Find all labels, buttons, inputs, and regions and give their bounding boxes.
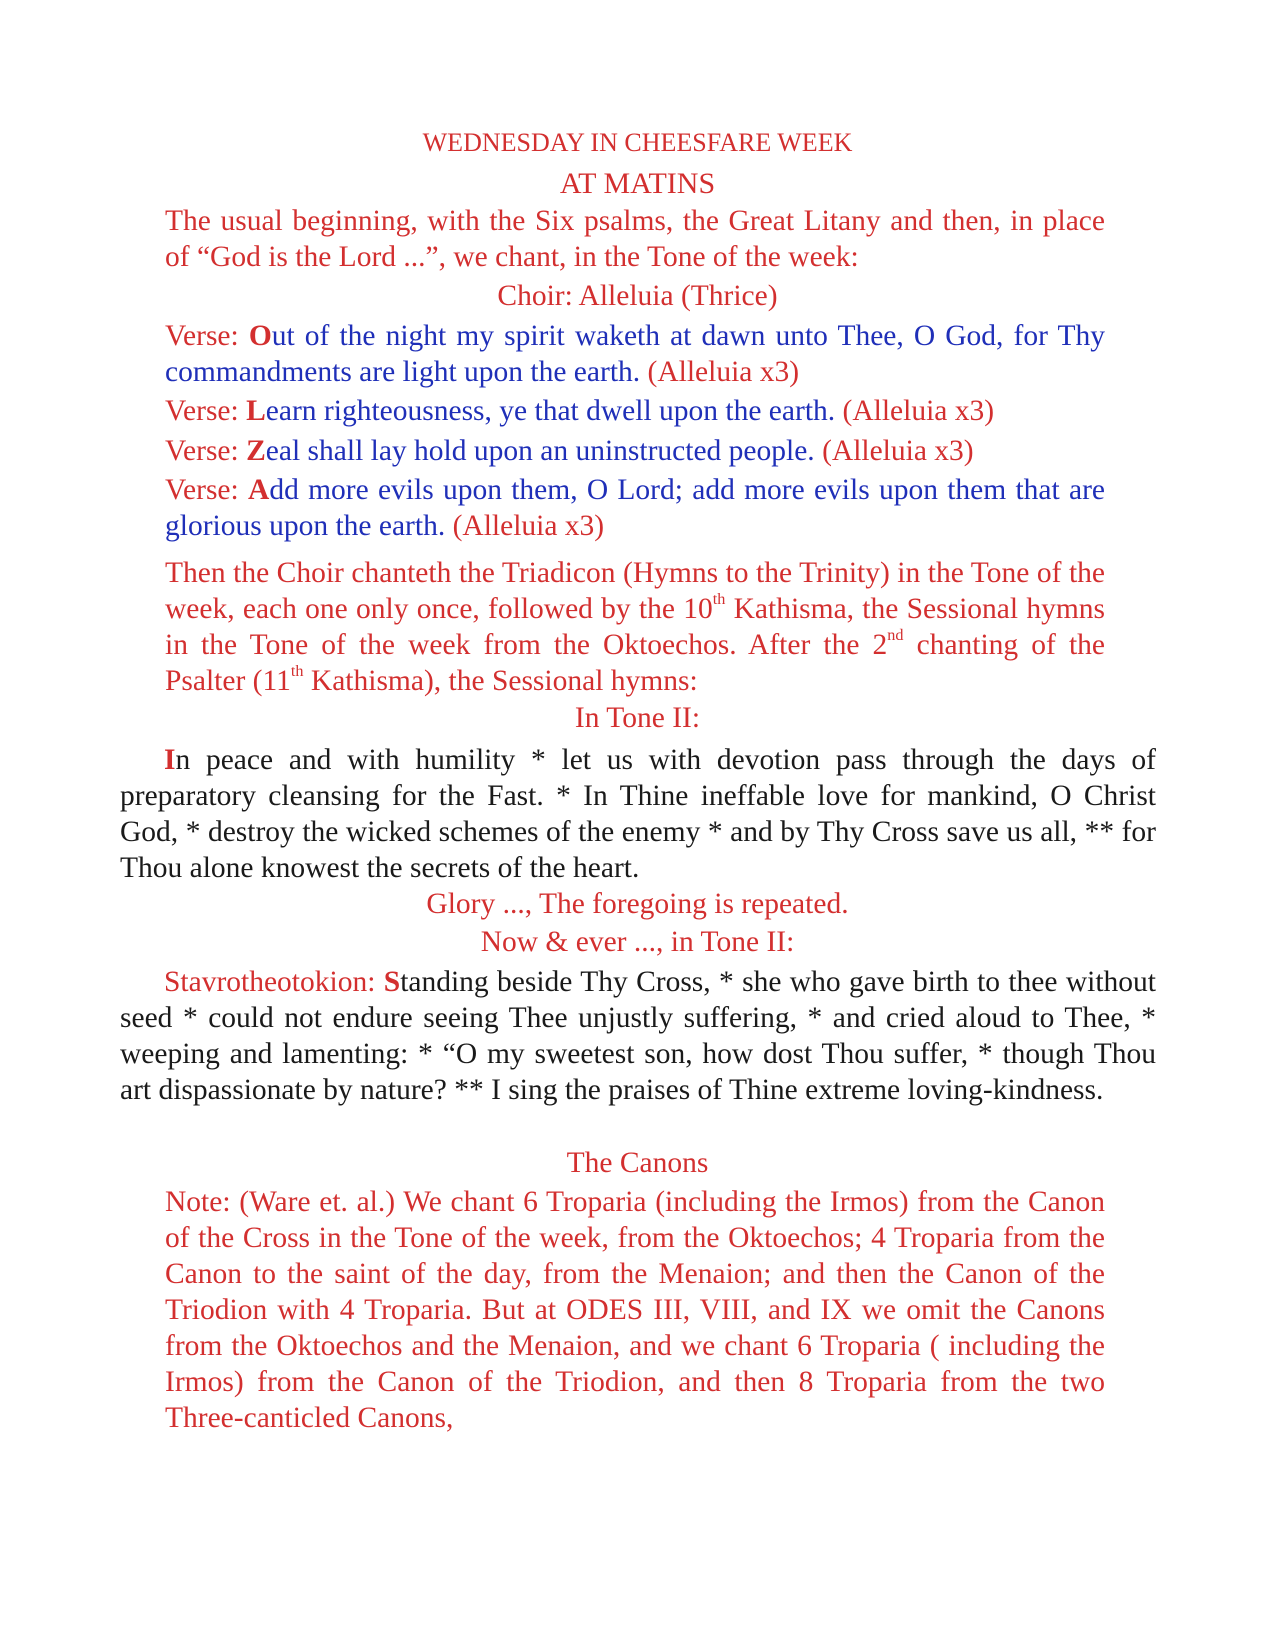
- verse-3: [165, 433, 1105, 469]
- verse-2: [165, 393, 1105, 429]
- verse-text: dd more evils upon them, O Lord; add more evils upon them that are glorious upon the earth.: [165, 474, 1105, 542]
- tone-heading: In Tone II:: [574, 702, 701, 734]
- hymn-text: tanding beside Thy Cross, * she who gave birth to thee without seed * could not endure seeing Thee unjustly suffering, * and cried aloud to Thee, * weeping and lamenting: * “O my sweetest son, how dost Thou suffer, * though Thou art dispassionate by nature? ** I sing the praises of Thine extreme loving-kindness.: [120, 966, 1156, 1106]
- canons-heading: The Canons: [566, 1147, 709, 1179]
- verse-refrain: (Alleluia x3): [814, 435, 974, 467]
- choir-line: Choir: Alleluia (Thrice): [497, 280, 778, 312]
- service-title: AT MATINS: [559, 167, 716, 200]
- now-and-ever-line: Now & ever ..., in Tone II:: [480, 926, 795, 958]
- verse-initial: O: [248, 320, 272, 352]
- verse-refrain: (Alleluia x3): [445, 510, 605, 542]
- hymn-initial: I: [164, 744, 176, 776]
- verse-text: eal shall lay hold upon an uninstructed people.: [265, 435, 815, 467]
- verse-refrain: (Alleluia x3): [835, 395, 995, 427]
- triadicon-rubric: Then the Choir chanteth the Triadicon (Hymns to the Trinity) in the Tone of the week, each one only once, followed by the 10th Kathisma, the Sessional hymns in the Tone of the week from the Oktoechos. After the 2nd chanting of the Psalter (11th Kathisma), the Sessional hymns:: [165, 557, 1105, 697]
- verse-initial: Z: [246, 435, 266, 467]
- intro-rubric: The usual beginning, with the Six psalms, the Great Litany and then, in place of “God is the Lord ...”, we chant, in the Tone of the week:: [165, 205, 1105, 273]
- verse-1: [165, 318, 1105, 390]
- verse-initial: A: [248, 474, 270, 506]
- hymn-initial: S: [383, 966, 401, 998]
- verse-label: Verse:: [165, 395, 247, 427]
- sessional-hymn: [120, 742, 1156, 886]
- verse-initial: L: [246, 395, 266, 427]
- verse-text: earn righteousness, ye that dwell upon the earth.: [265, 395, 836, 427]
- verse-label: Verse:: [165, 474, 248, 506]
- verse-label: Verse:: [165, 435, 247, 467]
- hymn-text: n peace and with humility * let us with devotion pass through the days of preparatory cleansing for the Fast. * In Thine ineffable love for mankind, O Christ God, * destroy the wicked schemes of the enemy * and by Thy Cross save us all, ** for Thou alone knowest the secrets of the heart.: [120, 744, 1156, 884]
- day-title: WEDNESDAY IN CHEESFARE WEEK: [422, 128, 853, 157]
- stavrotheotokion-label: Stavrotheotokion:: [164, 966, 384, 998]
- verse-refrain: (Alleluia x3): [640, 356, 800, 388]
- verse-text: ut of the night my spirit waketh at dawn unto Thee, O God, for Thy commandments are light upon the earth.: [165, 320, 1105, 388]
- verse-4: [165, 472, 1105, 544]
- stavrotheotokion: [120, 964, 1156, 1108]
- verse-label: Verse:: [165, 320, 249, 352]
- canons-note: Note: (Ware et. al.) We chant 6 Troparia (including the Irmos) from the Canon of the Cross in the Tone of the week, from the Oktoechos; 4 Troparia from the Canon to the saint of the day, from the Menaion; and then the Canon of the Triodion with 4 Troparia. But at ODES III, VIII, and IX we omit the Canons from the Oktoechos and the Menaion, and we chant 6 Troparia ( including the Irmos) from the Canon of the Triodion, and then 8 Troparia from the two Three-canticled Canons,: [165, 1186, 1105, 1434]
- glory-line: Glory ..., The foregoing is repeated.: [426, 888, 849, 920]
